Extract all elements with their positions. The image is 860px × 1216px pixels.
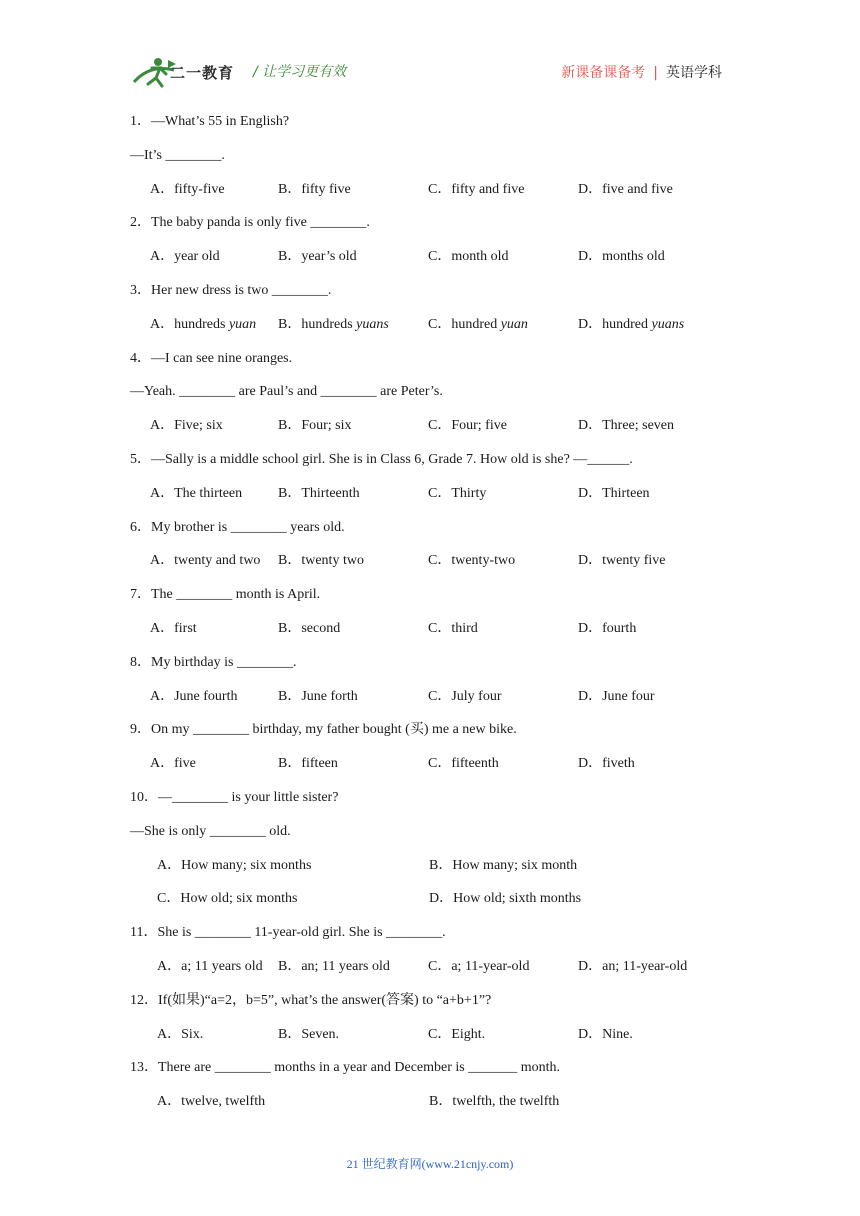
option-b-text: B．hundreds xyxy=(278,316,357,332)
question-stem: 13．There are ________ months in a year and December is _______ month. xyxy=(130,1060,561,1076)
option-a-italic: yuan xyxy=(228,316,257,332)
option-b[interactable]: B．year’s old xyxy=(278,249,357,265)
options-row xyxy=(130,754,730,774)
option-c[interactable]: C．fifty and five xyxy=(428,181,525,197)
option-a[interactable]: A．Five; six xyxy=(150,418,223,434)
option-d[interactable]: D．June four xyxy=(578,688,655,704)
options-row xyxy=(130,1092,730,1112)
option-c[interactable]: C．fifteenth xyxy=(428,756,499,772)
course-label: 新课备课备考 xyxy=(561,65,646,81)
options-row xyxy=(130,484,730,504)
option-c-italic: yuan xyxy=(500,316,528,332)
option-b[interactable]: B．second xyxy=(278,620,341,636)
option-b[interactable]: B．an; 11 years old xyxy=(278,958,390,974)
option-b[interactable]: B．fifty five xyxy=(278,181,351,197)
option-d[interactable]: D．fiveth xyxy=(578,756,635,772)
option-a[interactable]: A．The thirteen xyxy=(150,485,243,501)
option-d[interactable]: D．fourth xyxy=(578,620,637,636)
option-d[interactable]: D．Three; seven xyxy=(578,418,675,434)
option-d[interactable]: D．How old; sixth months xyxy=(429,891,582,907)
option-a[interactable]: A．fifty-five xyxy=(150,181,225,197)
option-a[interactable]: A．year old xyxy=(150,249,220,265)
options-row xyxy=(130,315,730,335)
option-d[interactable]: D．twenty five xyxy=(578,553,666,569)
question-stem: 3．Her new dress is two ________. xyxy=(130,282,332,298)
option-a[interactable]: A．June fourth xyxy=(150,688,238,704)
subject-label: 英语学科 xyxy=(666,65,722,81)
page-footer: 21 世纪教育网(www.21cnjy.com) xyxy=(346,1157,514,1171)
option-c[interactable] xyxy=(428,315,578,335)
options-row xyxy=(130,1025,730,1045)
question-stem: 1．—What’s 55 in English? xyxy=(130,114,290,129)
option-d[interactable]: D．Thirteen xyxy=(578,485,650,501)
options-row xyxy=(130,416,730,436)
option-c[interactable]: C．Eight. xyxy=(428,1026,486,1042)
option-c[interactable]: C．twenty-two xyxy=(428,553,516,569)
option-b[interactable]: B．twelfth, the twelfth xyxy=(429,1094,560,1110)
option-d[interactable]: D．five and five xyxy=(578,181,673,197)
option-b-italic: yuans xyxy=(356,316,389,332)
options-row xyxy=(130,551,730,571)
page-header xyxy=(0,0,860,100)
option-c[interactable]: C．Four; five xyxy=(428,418,507,434)
options-row xyxy=(130,247,730,267)
option-b[interactable]: B．June forth xyxy=(278,688,358,704)
question-stem-2: —Yeah. ________ are Paul’s and ________ are Peter’s. xyxy=(130,384,443,400)
option-a[interactable]: A．twelve, twelfth xyxy=(157,1094,266,1110)
question-stem-2: —She is only ________ old. xyxy=(130,823,291,839)
option-b[interactable]: B．How many; six month xyxy=(429,857,578,873)
option-a[interactable]: A．How many; six months xyxy=(157,857,312,873)
option-a[interactable]: A．five xyxy=(150,756,196,772)
question-stem: 12．If(如果)“a=2，b=5”, what’s the answer(答案) to “a+b+1”? xyxy=(130,992,492,1008)
slogan: / 让学习更有效 xyxy=(253,64,347,80)
option-b[interactable] xyxy=(278,315,428,335)
option-d[interactable]: D．months old xyxy=(578,249,665,265)
options-row xyxy=(130,856,730,876)
options-row xyxy=(130,957,730,977)
logo-text: 二一教育 xyxy=(170,64,235,82)
question-stem: 10．—________ is your little sister? xyxy=(130,789,339,805)
option-d-text: D．hundred xyxy=(578,316,652,332)
question-stem: 6．My brother is ________ years old. xyxy=(130,519,345,535)
option-d[interactable] xyxy=(578,315,684,335)
option-d[interactable]: D．Nine. xyxy=(578,1026,633,1042)
option-a[interactable]: A．first xyxy=(150,620,197,636)
option-b[interactable]: B．Four; six xyxy=(278,418,352,434)
option-d-italic: yuans xyxy=(651,316,685,332)
question-list xyxy=(130,112,730,1126)
option-b[interactable]: B．fifteen xyxy=(278,756,338,772)
option-d[interactable]: D．an; 11-year-old xyxy=(578,958,688,974)
option-b[interactable]: B．twenty two xyxy=(278,553,364,569)
option-b[interactable]: B．Seven. xyxy=(278,1026,340,1042)
question-stem-2: —It’s ________. xyxy=(130,147,225,163)
option-c[interactable]: C．a; 11-year-old xyxy=(428,958,530,974)
option-a[interactable]: A．a; 11 years old xyxy=(157,958,263,974)
option-a-text: A．hundreds xyxy=(150,316,229,332)
options-row xyxy=(130,180,730,200)
question-stem: 7．The ________ month is April. xyxy=(130,587,321,603)
options-row xyxy=(130,889,730,909)
question-stem: 11．She is ________ 11-year-old girl. She is ________. xyxy=(130,925,446,941)
option-a[interactable]: A．Six. xyxy=(157,1026,204,1042)
header-separator: | xyxy=(653,65,658,81)
option-c[interactable]: C．How old; six months xyxy=(157,891,298,907)
option-c[interactable]: C．Thirty xyxy=(428,485,487,501)
question-stem: 5．—Sally is a middle school girl. She is in Class 6, Grade 7. How old is she? —______. xyxy=(130,451,633,467)
option-a[interactable] xyxy=(150,315,278,335)
option-b[interactable]: B．Thirteenth xyxy=(278,485,360,501)
option-a[interactable]: A．twenty and two xyxy=(150,553,261,569)
question-stem: 9．On my ________ birthday, my father bought (买) me a new bike. xyxy=(130,722,517,738)
question-stem: 8．My birthday is ________. xyxy=(130,654,297,670)
question-stem: 4．—I can see nine oranges. xyxy=(130,350,293,366)
options-row xyxy=(130,619,730,639)
option-c-text: C．hundred xyxy=(428,316,501,332)
option-c[interactable]: C．third xyxy=(428,620,478,636)
question-stem: 2．The baby panda is only five ________. xyxy=(130,215,370,231)
option-c[interactable]: C．July four xyxy=(428,688,502,704)
options-row xyxy=(130,687,730,707)
option-c[interactable]: C．month old xyxy=(428,249,509,265)
header-right xyxy=(561,62,722,82)
